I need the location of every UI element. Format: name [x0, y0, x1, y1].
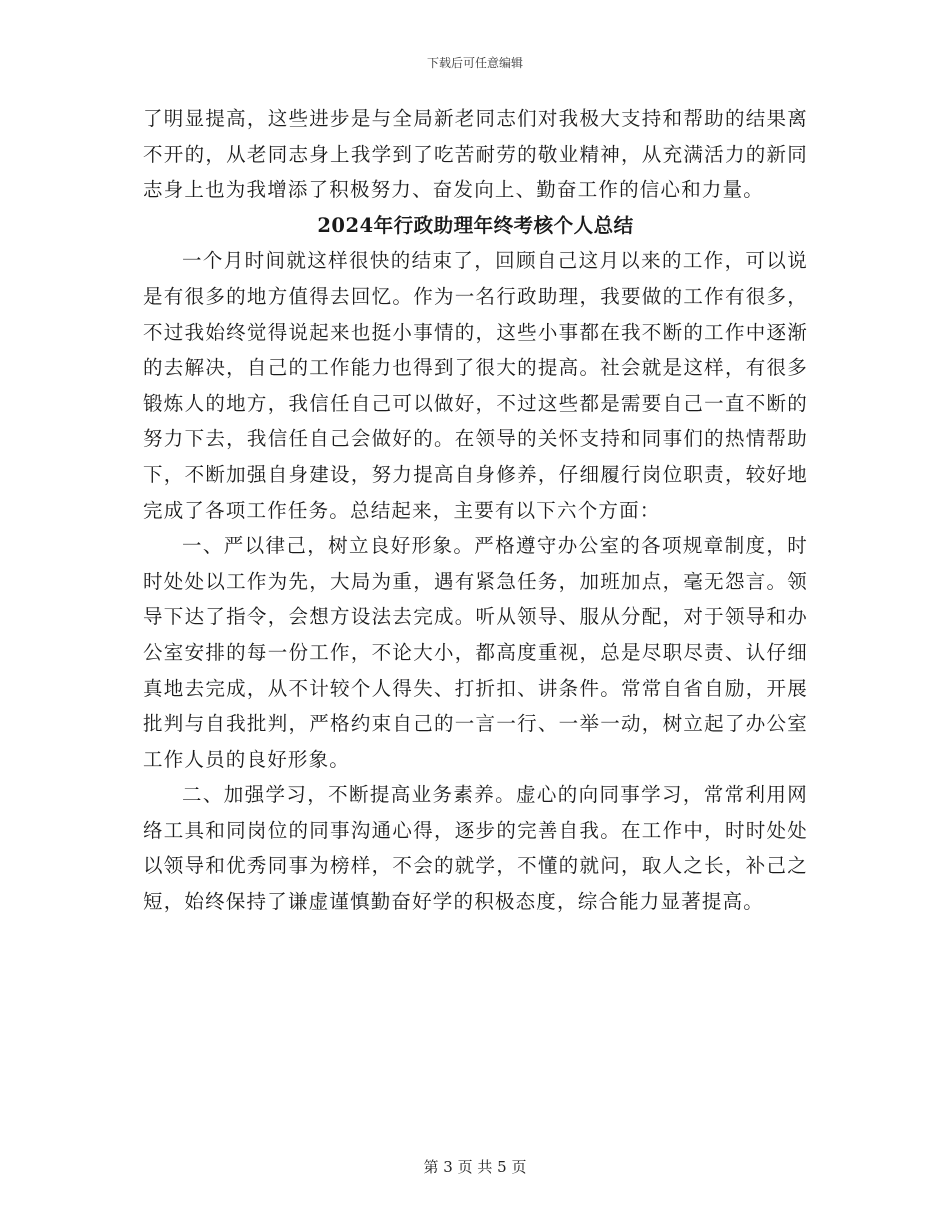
point-two-paragraph: 二、加强学习，不断提高业务素养。虚心的向同事学习，常常利用网络工具和同岗位的同事沟通心得，逐步的完善自我。在工作中，时时处处以领导和优秀同事为榜样，不会的就学，不懂的就问，取人之长，补己之短，始终保持了谦虚谨慎勤奋好学的积极态度，综合能力显著提高。 [143, 783, 808, 914]
section-title: 2024年行政助理年终考核个人总结 [317, 213, 634, 237]
point-one-paragraph: 一、严以律己，树立良好形象。严格遵守办公室的各项规章制度，时时处处以工作为先，大局为重，遇有紧急任务，加班加点，毫无怨言。领导下达了指令，会想方设法去完成。听从领导、服从分配，对于领导和办公室安排的每一份工作，不论大小，都高度重视，总是尽职尽责、认仔细真地去完成，从不计较个人得失、打折扣、讲条件。常常自省自励，开展批判与自我批判，严格约束自己的一言一行、一举一动，树立起了办公室工作人员的良好形象。 [143, 534, 808, 771]
document-body [143, 101, 808, 920]
continuation-paragraph: 了明显提高，这些进步是与全局新老同志们对我极大支持和帮助的结果离不开的，从老同志身上我学到了吃苦耐劳的敬业精神，从充满活力的新同志身上也为我增添了积极努力、奋发向上、勤奋工作的信心和力量。 [143, 107, 808, 202]
intro-paragraph: 一个月时间就这样很快的结束了，回顾自己这月以来的工作，可以说是有很多的地方值得去回忆。作为一名行政助理，我要做的工作有很多，不过我始终觉得说起来也挺小事情的，这些小事都在我不断的工作中逐渐的去解决，自己的工作能力也得到了很大的提高。社会就是这样，有很多锻炼人的地方，我信任自己可以做好，不过这些都是需要自己一直不断的努力下去，我信任自己会做好的。在领导的关怀支持和同事们的热情帮助下，不断加强自身建设，努力提高自身修养，仔细履行岗位职责，较好地完成了各项工作任务。总结起来，主要有以下六个方面： [143, 249, 808, 522]
page-number: 第 3 页 共 5 页 [423, 1158, 527, 1176]
page-header-note: 下载后可任意编辑 [426, 56, 523, 70]
